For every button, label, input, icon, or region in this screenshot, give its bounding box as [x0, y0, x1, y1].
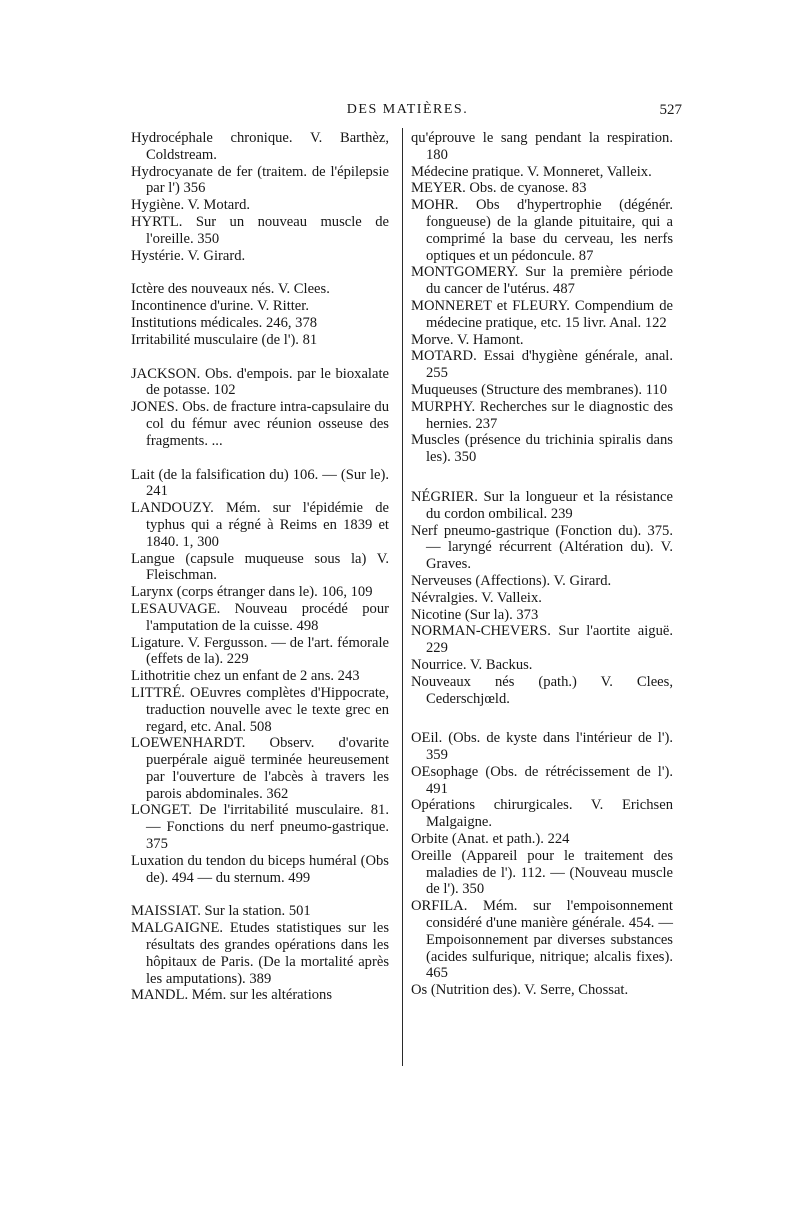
- index-entry: Opérations chirurgicales. V. Erichsen Malgaigne.: [411, 797, 673, 831]
- index-entry: LANDOUZY. Mém. sur l'épidémie de typhus qui a régné à Reims en 1839 et 1840. 1, 300: [131, 500, 389, 550]
- index-entry: Institutions médicales. 246, 378: [131, 314, 318, 331]
- index-entry: Hydrocyanate de fer (traitem. de l'épilepsie par l') 356: [131, 163, 389, 197]
- column-divider: [402, 128, 403, 1066]
- index-entry: MEYER. Obs. de cyanose. 83: [411, 180, 587, 197]
- running-title: DES MATIÈRES.: [346, 102, 469, 117]
- index-entry: Hygiène. V. Motard.: [131, 197, 251, 214]
- right-column: [411, 130, 673, 999]
- index-entry: MAISSIAT. Sur la station. 501: [131, 903, 311, 920]
- index-entry: MONNERET et FLEURY. Compendium de médecine pratique, etc. 15 livr. Anal. 122: [411, 297, 673, 331]
- index-entry: ORFILA. Mém. sur l'empoisonnement considéré d'une manière générale. 454. — Empoisonnement par diverses substances (acides sulfurique, nitrique; alcalis fixes). 465: [411, 898, 673, 982]
- index-entry: MALGAIGNE. Etudes statistiques sur les résultats des grandes opérations dans les hôpitaux de Paris. (De la mortalité après les amputations). 389: [131, 920, 389, 987]
- index-entry: Lait (de la falsification du) 106. — (Sur le). 241: [131, 466, 389, 500]
- index-entry: Os (Nutrition des). V. Serre, Chossat.: [411, 982, 629, 999]
- page-header: [130, 102, 685, 124]
- index-entry: MOTARD. Essai d'hygiène générale, anal. 255: [411, 348, 673, 382]
- index-entry: Muqueuses (Structure des membranes). 110: [411, 381, 668, 398]
- index-entry: OEsophage (Obs. de rétrécissement de l'). 491: [411, 763, 673, 797]
- index-entry: HYRTL. Sur un nouveau muscle de l'oreille. 350: [131, 213, 389, 247]
- index-entry: MONTGOMERY. Sur la première période du cancer de l'utérus. 487: [411, 264, 673, 298]
- left-column: [131, 130, 389, 1004]
- index-entry: JACKSON. Obs. d'empois. par le bioxalate de potasse. 102: [131, 365, 389, 399]
- index-entry: Larynx (corps étranger dans le). 106, 109: [131, 584, 373, 601]
- index-entry: LOEWENHARDT. Observ. d'ovarite puerpérale aiguë terminée heureusement par l'ouverture de l'abcès à travers les parois abdominales. 362: [131, 735, 389, 802]
- index-entry: Nerveuses (Affections). V. Girard.: [411, 572, 612, 589]
- page-number: 527: [659, 102, 682, 118]
- index-entry: Hydrocéphale chronique. V. Barthèz, Coldstream.: [131, 130, 389, 163]
- index-entry: Orbite (Anat. et path.). 224: [411, 831, 570, 848]
- index-entry: MANDL. Mém. sur les altérations: [131, 987, 333, 1004]
- index-entry: NÉGRIER. Sur la longueur et la résistance du cordon ombilical. 239: [411, 488, 673, 522]
- index-entry: Muscles (présence du trichinia spiralis dans les). 350: [411, 432, 673, 466]
- index-entry: Ictère des nouveaux nés. V. Clees.: [131, 281, 330, 298]
- index-entry: Nouveaux nés (path.) V. Clees, Cederschjœld.: [411, 673, 673, 707]
- index-entry: Langue (capsule muqueuse sous la) V. Fleischman.: [131, 550, 389, 584]
- index-entry: Incontinence d'urine. V. Ritter.: [131, 298, 309, 315]
- index-entry: Nicotine (Sur la). 373: [411, 606, 539, 623]
- index-entry: OEil. (Obs. de kyste dans l'intérieur de l'). 359: [411, 730, 673, 764]
- index-entry: Irritabilité musculaire (de l'). 81: [131, 331, 318, 348]
- index-entry: Nourrice. V. Backus.: [411, 656, 533, 673]
- index-entry: Oreille (Appareil pour le traitement des maladies de l'). 112. — (Nouveau muscle de l'). 350: [411, 847, 673, 898]
- index-entry: Ligature. V. Fergusson. — de l'art. fémorale (effets de la). 229: [131, 634, 389, 668]
- index-entry: Nerf pneumo-gastrique (Fonction du). 375. — laryngé récurrent (Altération du). V. Graves.: [411, 522, 673, 573]
- index-entry: NORMAN-CHEVERS. Sur l'aortite aiguë. 229: [411, 623, 673, 657]
- index-entry: Lithotritie chez un enfant de 2 ans. 243: [131, 668, 360, 685]
- index-entry: JONES. Obs. de fracture intra-capsulaire du col du fémur avec réunion osseuse des fragments. ...: [131, 399, 389, 449]
- index-entry: Luxation du tendon du biceps huméral (Obs de). 494 — du sternum. 499: [131, 852, 389, 886]
- index-entry: MURPHY. Recherches sur le diagnostic des hernies. 237: [411, 398, 673, 432]
- index-entry: Médecine pratique. V. Monneret, Valleix.: [411, 163, 652, 180]
- index-entry: LONGET. De l'irritabilité musculaire. 81. — Fonctions du nerf pneumo-gastrique. 375: [131, 802, 389, 853]
- index-entry: LITTRÉ. OEuvres complètes d'Hippocrate, traduction nouvelle avec le texte grec en regard, etc. Anal. 508: [131, 684, 389, 735]
- index-entry: Morve. V. Hamont.: [411, 331, 524, 348]
- index-entry: MOHR. Obs d'hypertrophie (dégénér. fongueuse) de la glande pituitaire, qui a comprimé la base du cerveau, les nerfs optiques et un pédoncule. 87: [411, 197, 673, 264]
- index-entry: Névralgies. V. Valleix.: [411, 589, 542, 606]
- index-entry: Hystérie. V. Girard.: [131, 247, 246, 264]
- index-entry: qu'éprouve le sang pendant la respiration. 180: [411, 130, 673, 163]
- index-entry: LESAUVAGE. Nouveau procédé pour l'amputation de la cuisse. 498: [131, 600, 389, 634]
